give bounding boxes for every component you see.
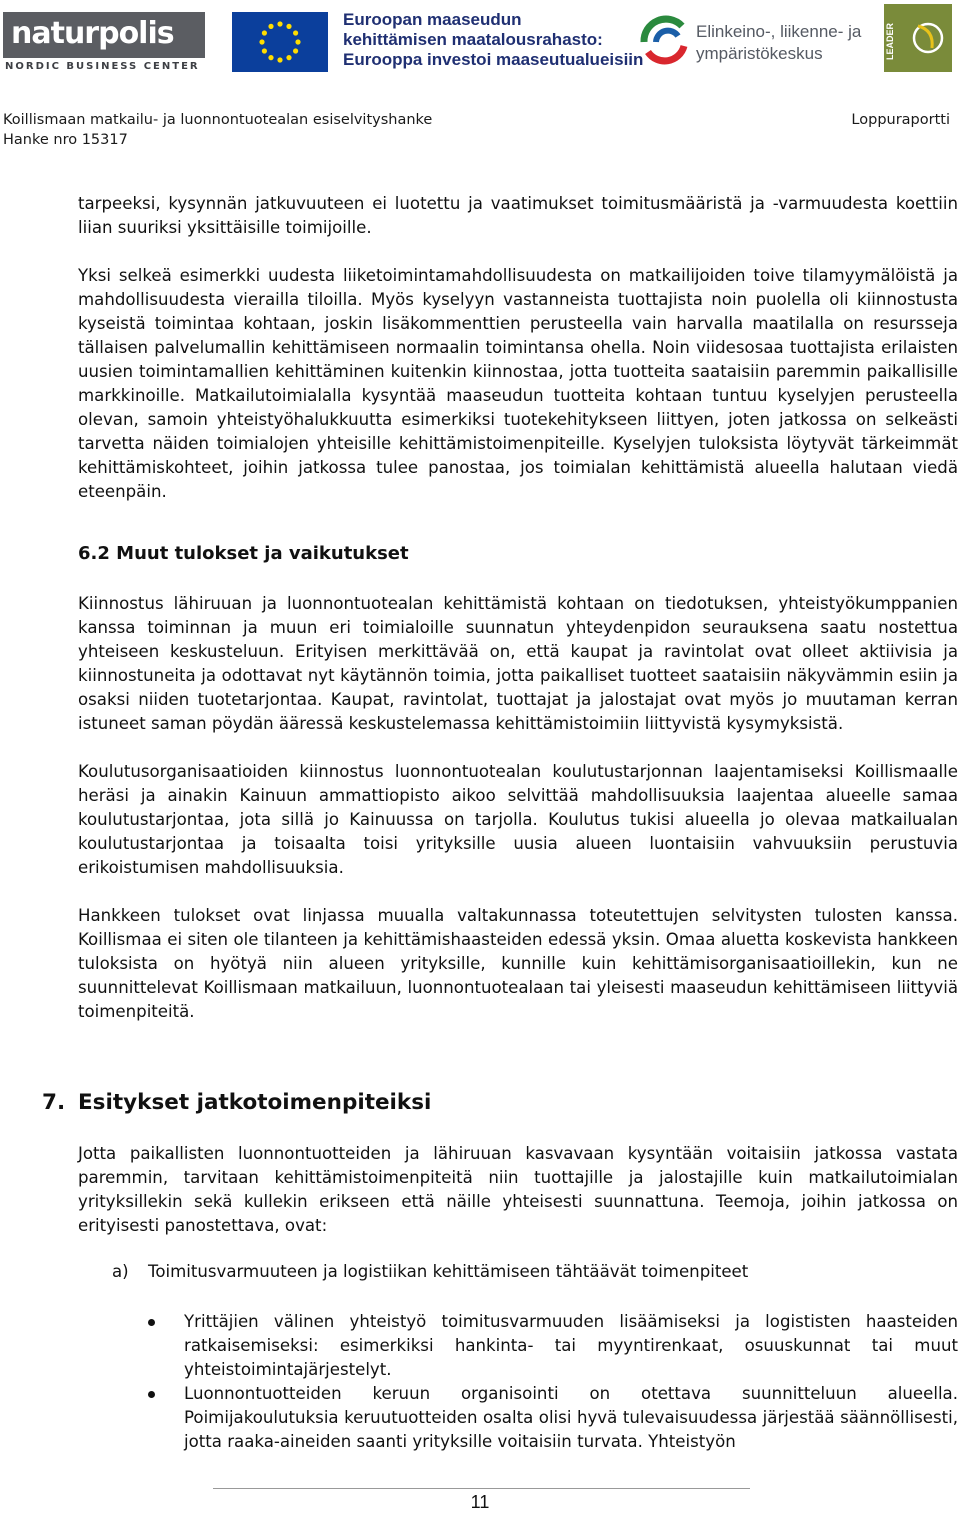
section-6-2-heading: 6.2 Muut tulokset ja vaikutukset [78,543,409,564]
paragraph-4: Koulutusorganisaatioiden kiinnostus luonnontuotealan koulutustarjonnan laajentamiseksi Koillismaalle heräsi ja ainakin Kainuun ammattiopisto aikoo selvittää mahdollisuuksia laajentaa alueelle samaa koulutustarjontaa, jota sillä jo Kainuussa on tarjolla. Koulutus tukisi alueella jo olevaa matkailualan koulutustarjontaa ja toisaalta toisi yrityksille uusia alueen luontaisiin vahvuuksiin perustuvia erikoistumisen mahdollisuuksia. [78,762,958,877]
leader-logo-word: LEADER [885,22,895,60]
paragraph-5: Hankkeen tulokset ovat linjassa muualla valtakunnassa toteutettujen selvitysten tulosten kanssa. Koillismaa ei siten ole tilanteen ja kehittämishaasteiden edessä yksin. Omaa aluetta koskevista hankkeen tuloksista on hyötyä niin alueen yrityksille, kunnille kuin kehittämisorganisaatioillekin, kun ne suunnittelevat Koillismaan matkailuun, luonnontuotealaan tai yleisesti maaseudun kehittämiseen liittyviä toimenpiteitä. [78,906,958,1021]
list-item-a-label: a) [112,1262,129,1281]
paragraph-3: Kiinnostus lähiruuan ja luonnontuotealan kehittämistä kohtaan on tiedotuksen, yhteistyökumppanien kanssa toiminnan ja muun eri toimialoille suunnatun yhteydenpidon seurauksena saatu nostettua yhteiseen keskusteluun. Erityisen merkittävää on, että kaupat ja ravintolat ovat olleet aktiivisia ja kiinnostuneita ja odottavat nyt käytännön toimia, jotta paikalliset tuotteet saataisiin näkyvämmin esiin ja osaksi niiden tuotetarjontaa. Kaupat, ravintolat, tuottajat ja jalostajat ovat myös jo muutaman kerran istuneet saman pöydän ääressä keskustelemassa kehittämistoimiin liittyvistä kysymyksistä. [78,594,958,733]
paragraph-6: Jotta paikallisten luonnontuotteiden ja lähiruuan kasvavaan kysyntään voitaisiin jatkossa vastata paremmin, tarvitaan kehittämistoimenpiteitä niin tuottajille ja jalostajille kuin matkailutoimialan yrityksillekin sekä kullekin erikseen että näille yhteisesti suunnattuna. Teemoja, joihin jatkossa on erityisesti panostettava, ovat: [78,1144,958,1235]
paragraph-2: Yksi selkeä esimerkki uudesta liiketoimintamahdollisuudesta on matkailijoiden toive tilamyymälöistä ja mahdollisuudesta vierailla tiloilla. Myös kyselyyn vastanneista tuottajista noin puolella oli kiinnostusta kyseistä toimintaa kohtaan, joskin lisäkommenttien perusteella vain harvalla maatilalla on resursseja tällaisen palvelumallin kehittämiseen normaalin toimintansa ohella. Noin viidesosaa tuottajista erilaisten uusien toimintamallien kehittäminen kuitenkin kiinnostaa, jotta tuotteita saataisiin paremmin paikallisille markkinoille. Matkailutoimialalla kysyntää maaseudun tuotteita kohtaan tuntuu kyselyjen perusteella olevan, samoin yhteistyöhalukkuutta esimerkiksi tuotekehitykseen liittyen, joten jatkossa on selkeästi tarvetta näiden toimialojen yhteisille kehittämistoimenpiteille. Kyselyjen tuloksista löytyvät tärkeimmät kehittämiskohteet, joihin jatkossa tulee panostaa, jos toimialan kehittämistä alueella halutaan viedä eteenpäin. [78,266,958,501]
running-header-left [3,110,432,150]
eafrd-logo-text [343,10,644,70]
naturpolis-logo-word: naturpolis [11,16,174,51]
page-number: 11 [470,1492,490,1512]
eu-stars-icon [232,12,328,72]
paragraph-1: tarpeeksi, kysynnän jatkuvuuteen ei luotettu ja vaatimukset toimitusmääristä ja -varmuudesta koettiin liian suuriksi yksittäisille toimijoille. [78,194,958,237]
eafrd-line-3: Eurooppa investoi maaseutualueisiin [343,50,644,69]
section-7-heading [42,1090,431,1115]
footer-divider [213,1488,750,1489]
bullet-item-2-text: Luonnontuotteiden keruun organisointi on otettava suunnitteluun alueella. Poimijakoulutuksia keruutuotteiden osalta olisi hyvä tulevaisuudessa järjestää säännöllisesti, jotta raaka-aineiden saanti yrityksille voitaisiin turvata. Yhteistyön [184,1384,958,1451]
report-type: Loppuraportti [851,112,950,128]
list-item-a-text: Toimitusvarmuuteen ja logistiikan kehittämiseen tähtäävät toimenpiteet [148,1262,749,1281]
eu-flag-logo [232,12,328,72]
ely-line-2: ympäristökeskus [696,44,823,63]
leader-logo [884,4,952,72]
list-item-a [112,1262,748,1281]
ely-logo [638,12,873,70]
bullet-icon [148,1391,155,1398]
section-7-title: Esitykset jatkotoimenpiteiksi [78,1090,432,1115]
naturpolis-logo [3,12,205,72]
bullet-item-1 [148,1310,958,1382]
document-body [78,192,958,1024]
naturpolis-logo-sub: NORDIC BUSINESS CENTER [5,61,200,72]
leader-emblem-icon [884,4,952,72]
project-number: Hanke nro 15317 [3,132,128,148]
bullet-icon [148,1319,155,1326]
project-name: Koillismaan matkailu- ja luonnontuotealan esiselvityshanke [3,112,433,128]
ely-line-1: Elinkeino-, liikenne- ja [696,22,862,41]
section-7-number: 7. [42,1090,66,1115]
ely-emblem-icon [638,12,692,70]
bullet-item-2 [148,1382,958,1454]
section-7-body [78,1142,958,1238]
bullet-item-1-text: Yrittäjien välinen yhteistyö toimitusvarmuuden lisäämiseksi ja logististen haasteiden ratkaisemiseksi: esimerkiksi hankinta- tai myyntirenkaat, osuuskunnat tai muut yhteistoimintajärjestelyt. [184,1312,958,1379]
eafrd-line-2: kehittämisen maatalousrahasto: [343,30,603,49]
logo-header [0,0,960,80]
eafrd-line-1: Euroopan maaseudun [343,10,522,29]
